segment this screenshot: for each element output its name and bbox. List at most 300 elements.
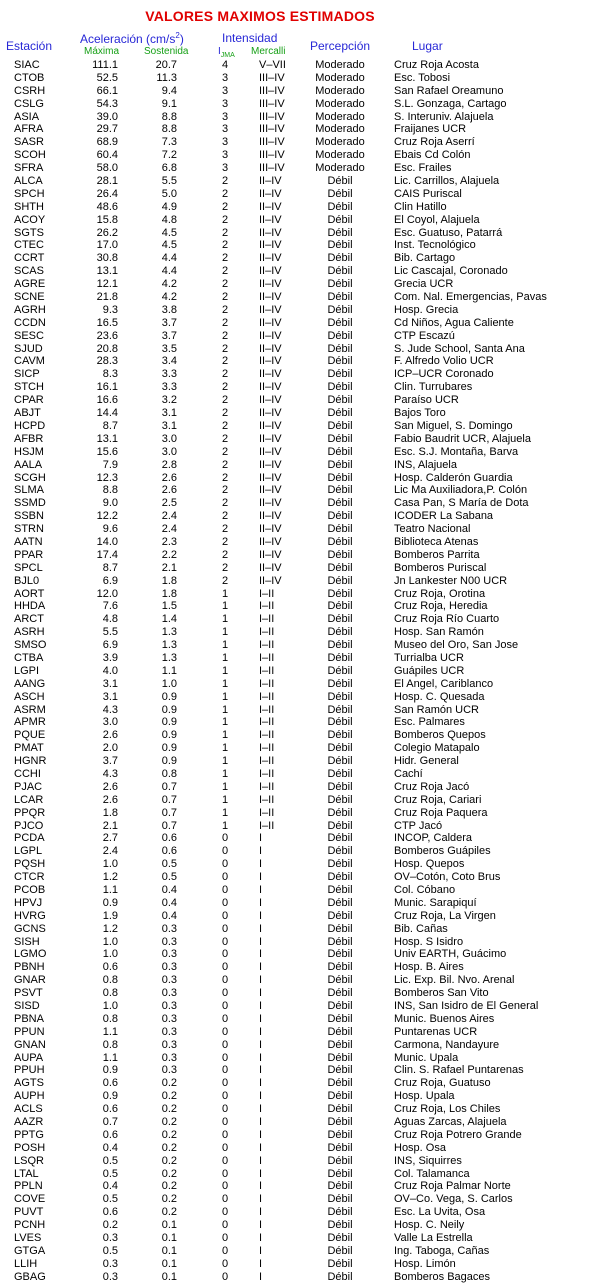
acel-sostenida: 0.2 <box>161 1193 177 1206</box>
table-row <box>0 510 590 523</box>
acel-sostenida: 0.3 <box>161 974 177 987</box>
intensity-jma: 0 <box>222 832 229 845</box>
acel-maxima: 52.5 <box>96 71 118 84</box>
lugar: Hosp. Osa <box>394 1141 446 1154</box>
table-row <box>0 1103 590 1116</box>
intensity-mercalli: I–II <box>259 755 275 768</box>
percepcion: Débil <box>327 535 353 548</box>
lugar: Cruz Roja, Cariari <box>394 793 482 806</box>
intensity-mercalli: I <box>259 987 263 1000</box>
station-code: CTOB <box>14 71 45 84</box>
acel-sostenida: 4.5 <box>161 226 177 239</box>
intensity-jma: 3 <box>222 162 229 175</box>
intensity-mercalli: I <box>259 1064 263 1077</box>
lugar: El Angel, Cariblanco <box>394 677 494 690</box>
acel-sostenida: 0.9 <box>161 755 177 768</box>
acel-maxima: 0.5 <box>102 1244 118 1257</box>
lugar: Museo del Oro, San Jose <box>394 639 519 652</box>
intensity-jma: 1 <box>222 716 229 729</box>
intensity-jma: 0 <box>222 884 229 896</box>
intensity-jma: 0 <box>222 961 229 974</box>
intensity-mercalli: I <box>259 1244 263 1257</box>
intensity-jma: 3 <box>222 110 229 123</box>
station-table <box>0 59 590 1284</box>
lugar: Clin. Turrubares <box>394 381 473 394</box>
lugar: Cruz Roja Potrero Grande <box>394 1128 522 1141</box>
intensity-mercalli: II–IV <box>259 200 282 213</box>
percepcion: Débil <box>327 1116 353 1129</box>
table-row <box>0 149 590 162</box>
acel-maxima: 1.8 <box>102 806 118 819</box>
lugar: Bomberos Bagaces <box>394 1270 490 1283</box>
percepcion: Débil <box>327 935 353 948</box>
table-row <box>0 214 590 227</box>
intensity-jma: 0 <box>222 1116 229 1129</box>
intensity-jma: 2 <box>222 213 229 226</box>
intensity-jma: 0 <box>222 1232 229 1245</box>
intensity-mercalli: II–IV <box>259 187 282 200</box>
intensity-jma: 0 <box>222 1219 229 1232</box>
acel-sostenida: 3.7 <box>161 316 177 329</box>
table-row <box>0 175 590 188</box>
percepcion: Débil <box>327 1193 353 1206</box>
intensity-jma: 2 <box>222 484 229 497</box>
station-code: SMSO <box>14 639 47 652</box>
lugar: INCOP, Caldera <box>394 832 473 845</box>
acel-maxima: 1.0 <box>102 858 118 871</box>
acel-maxima: 3.1 <box>102 690 118 703</box>
acel-sostenida: 1.5 <box>161 600 177 613</box>
intensity-jma: 2 <box>222 316 229 329</box>
percepcion: Débil <box>327 1128 353 1141</box>
acel-sostenida: 3.2 <box>161 394 177 407</box>
percepcion: Débil <box>327 767 353 780</box>
intensity-jma: 2 <box>222 355 229 368</box>
station-code: ALCA <box>14 175 43 188</box>
station-code: HHDA <box>14 600 46 613</box>
percepcion: Débil <box>327 1141 353 1154</box>
acel-sostenida: 4.8 <box>161 213 177 226</box>
percepcion: Débil <box>327 922 353 935</box>
intensity-mercalli: I <box>259 1232 263 1245</box>
percepcion: Débil <box>327 239 353 252</box>
acel-maxima: 7.9 <box>102 458 118 471</box>
acel-maxima: 4.0 <box>102 664 118 677</box>
table-row <box>0 497 590 510</box>
acel-sostenida: 0.9 <box>161 729 177 742</box>
table-row <box>0 1013 590 1026</box>
acel-maxima: 12.1 <box>96 278 118 291</box>
intensity-jma: 0 <box>222 1103 229 1116</box>
table-row <box>0 1090 590 1103</box>
table-row <box>0 252 590 265</box>
acel-sostenida: 3.7 <box>161 329 177 342</box>
acel-maxima: 3.9 <box>102 651 118 664</box>
lugar: Lic. Carrillos, Alajuela <box>394 175 500 188</box>
acel-sostenida: 0.1 <box>161 1244 177 1257</box>
intensity-mercalli: I <box>259 1103 263 1116</box>
intensity-mercalli: I–II <box>259 703 275 716</box>
header-maxima: Máxima <box>84 46 120 57</box>
acel-sostenida: 0.5 <box>161 871 177 884</box>
percepcion: Débil <box>327 1103 353 1116</box>
acel-sostenida: 0.3 <box>161 961 177 974</box>
intensity-mercalli: I–II <box>259 716 275 729</box>
intensity-jma: 2 <box>222 329 229 342</box>
intensity-jma: 0 <box>222 1077 229 1090</box>
acel-sostenida: 0.2 <box>161 1116 177 1129</box>
percepcion: Débil <box>327 896 353 909</box>
percepcion: Débil <box>327 291 353 304</box>
station-code: LTAL <box>14 1167 39 1180</box>
acel-maxima: 1.1 <box>102 1025 118 1038</box>
acel-sostenida: 4.2 <box>161 278 177 291</box>
intensity-mercalli: II–IV <box>259 535 282 548</box>
intensity-mercalli: I <box>259 1090 263 1103</box>
acel-maxima: 1.0 <box>102 1000 118 1013</box>
percepcion: Débil <box>327 871 353 884</box>
lugar: Lic Ma Auxiliadora,P. Colón <box>394 484 528 497</box>
intensity-jma: 2 <box>222 523 229 536</box>
station-code: PJCO <box>14 819 44 832</box>
intensity-mercalli: I <box>259 1025 263 1038</box>
table-row <box>0 484 590 497</box>
station-code: CCRT <box>14 252 45 265</box>
intensity-mercalli: II–IV <box>259 342 282 355</box>
station-code: SFRA <box>14 162 44 175</box>
lugar: ICP–UCR Coronado <box>394 368 494 381</box>
intensity-jma: 0 <box>222 987 229 1000</box>
acel-maxima: 28.1 <box>96 175 118 188</box>
page-title: VALORES MAXIMOS ESTIMADOS <box>145 8 375 24</box>
intensity-jma: 0 <box>222 1090 229 1103</box>
acel-maxima: 0.3 <box>102 1232 118 1245</box>
acel-sostenida: 1.8 <box>161 574 177 587</box>
intensity-jma: 1 <box>222 793 229 806</box>
station-code: PCOB <box>14 884 46 896</box>
intensity-mercalli: I <box>259 1051 263 1064</box>
percepcion: Débil <box>327 1012 353 1025</box>
station-code: AFRA <box>14 123 44 136</box>
table-row <box>0 845 590 858</box>
acel-maxima: 0.3 <box>102 1257 118 1270</box>
percepcion: Moderado <box>315 59 365 71</box>
intensity-mercalli: II–IV <box>259 510 282 523</box>
percepcion: Débil <box>327 1180 353 1193</box>
intensity-jma: 2 <box>222 548 229 561</box>
acel-maxima: 48.6 <box>96 200 118 213</box>
table-row <box>0 330 590 343</box>
station-code: PPUH <box>14 1064 45 1077</box>
table-row <box>0 407 590 420</box>
percepcion: Débil <box>327 175 353 188</box>
acel-sostenida: 3.1 <box>161 419 177 432</box>
acel-maxima: 0.8 <box>102 974 118 987</box>
acel-maxima: 4.8 <box>102 613 118 626</box>
acel-sostenida: 0.2 <box>161 1077 177 1090</box>
station-code: PPTG <box>14 1128 44 1141</box>
percepcion: Débil <box>327 1025 353 1038</box>
table-row <box>0 1000 590 1013</box>
intensity-jma: 1 <box>222 613 229 626</box>
acel-maxima: 0.6 <box>102 1206 118 1219</box>
lugar: Bomberos Parrita <box>394 548 480 561</box>
table-row <box>0 1271 590 1284</box>
lugar: CAIS Puriscal <box>394 187 462 200</box>
percepcion: Débil <box>327 226 353 239</box>
intensity-mercalli: II–IV <box>259 471 282 484</box>
percepcion: Débil <box>327 510 353 523</box>
acel-sostenida: 3.3 <box>161 368 177 381</box>
acel-sostenida: 0.2 <box>161 1103 177 1116</box>
acel-sostenida: 4.5 <box>161 239 177 252</box>
intensity-mercalli: I–II <box>259 780 275 793</box>
header-aceleracion-exponent: 2 <box>175 31 180 40</box>
percepcion: Débil <box>327 1000 353 1013</box>
lugar: San Rafael Oreamuno <box>394 84 504 97</box>
intensity-mercalli: II–IV <box>259 432 282 445</box>
intensity-jma: 1 <box>222 600 229 613</box>
lugar: El Coyol, Alajuela <box>394 213 480 226</box>
percepcion: Débil <box>327 987 353 1000</box>
percepcion: Débil <box>327 690 353 703</box>
intensity-mercalli: I <box>259 1193 263 1206</box>
station-code: ARCT <box>14 613 44 626</box>
intensity-jma: 0 <box>222 858 229 871</box>
table-row <box>0 729 590 742</box>
acel-sostenida: 8.8 <box>161 110 177 123</box>
intensity-mercalli: I <box>259 922 263 935</box>
table-row <box>0 1193 590 1206</box>
station-code: PPUN <box>14 1025 45 1038</box>
acel-sostenida: 3.3 <box>161 381 177 394</box>
intensity-mercalli: II–IV <box>259 355 282 368</box>
percepcion: Débil <box>327 252 353 265</box>
table-row <box>0 1168 590 1181</box>
acel-sostenida: 3.1 <box>161 407 177 420</box>
acel-sostenida: 2.1 <box>161 561 177 574</box>
lugar: S. Interuniv. Alajuela <box>394 110 494 123</box>
intensity-jma: 1 <box>222 729 229 742</box>
lugar: Bomberos San Vito <box>394 987 489 1000</box>
lugar: S.L. Gonzaga, Cartago <box>394 97 507 110</box>
lugar: ICODER La Sabana <box>394 510 494 523</box>
acel-maxima: 7.6 <box>102 600 118 613</box>
intensity-mercalli: II–IV <box>259 381 282 394</box>
lugar: Cruz Roja Acosta <box>394 59 479 71</box>
percepcion: Débil <box>327 381 353 394</box>
lugar: Colegio Matapalo <box>394 742 480 755</box>
acel-sostenida: 1.3 <box>161 651 177 664</box>
percepcion: Débil <box>327 1270 353 1283</box>
acel-sostenida: 0.3 <box>161 1064 177 1077</box>
table-row <box>0 98 590 111</box>
intensity-mercalli: II–IV <box>259 458 282 471</box>
percepcion: Débil <box>327 1090 353 1103</box>
table-row <box>0 858 590 871</box>
table-row <box>0 1232 590 1245</box>
lugar: Cruz Roja Palmar Norte <box>394 1180 511 1193</box>
station-code: AUPA <box>14 1051 44 1064</box>
station-code: LGPL <box>14 845 43 858</box>
station-code: PUVT <box>14 1206 44 1219</box>
acel-sostenida: 2.4 <box>161 523 177 536</box>
intensity-jma: 0 <box>222 1012 229 1025</box>
intensity-jma: 2 <box>222 252 229 265</box>
intensity-jma: 0 <box>222 1180 229 1193</box>
intensity-jma: 2 <box>222 574 229 587</box>
lugar: Hosp. Limón <box>394 1257 456 1270</box>
intensity-mercalli: II–IV <box>259 407 282 420</box>
lugar: CTP Escazú <box>394 329 455 342</box>
acel-maxima: 2.7 <box>102 832 118 845</box>
station-code: SISD <box>14 1000 40 1013</box>
station-code: SHTH <box>14 200 44 213</box>
percepcion: Moderado <box>315 71 365 84</box>
acel-sostenida: 0.3 <box>161 1025 177 1038</box>
station-code: SCOH <box>14 149 46 162</box>
acel-sostenida: 0.5 <box>161 858 177 871</box>
station-code: SSBN <box>14 510 44 523</box>
table-row <box>0 600 590 613</box>
station-code: SCNE <box>14 291 45 304</box>
intensity-mercalli: I <box>259 858 263 871</box>
station-code: AATN <box>14 535 43 548</box>
table-row <box>0 768 590 781</box>
acel-maxima: 66.1 <box>96 84 118 97</box>
station-code: ACLS <box>14 1103 43 1116</box>
table-row <box>0 742 590 755</box>
lugar: Clin. S. Rafael Puntarenas <box>394 1064 524 1077</box>
intensity-mercalli: I–II <box>259 600 275 613</box>
acel-sostenida: 0.2 <box>161 1141 177 1154</box>
header-percepcion: Percepción <box>310 39 371 53</box>
lugar: Lic Cascajal, Coronado <box>394 265 508 278</box>
acel-sostenida: 4.4 <box>161 265 177 278</box>
intensity-jma: 4 <box>222 59 229 71</box>
acel-sostenida: 9.1 <box>161 97 177 110</box>
intensity-mercalli: II–IV <box>259 329 282 342</box>
intensity-mercalli: II–IV <box>259 213 282 226</box>
intensity-jma: 2 <box>222 561 229 574</box>
station-code: SGTS <box>14 226 44 239</box>
station-code: HVRG <box>14 909 46 922</box>
station-code: ASRH <box>14 626 45 639</box>
lugar: OV–Cotón, Coto Brus <box>394 871 501 884</box>
acel-sostenida: 4.9 <box>161 200 177 213</box>
station-code: AGRE <box>14 278 46 291</box>
acel-maxima: 15.8 <box>96 213 118 226</box>
acel-maxima: 15.6 <box>96 445 118 458</box>
lugar: Carmona, Nandayure <box>394 1038 500 1051</box>
intensity-jma: 3 <box>222 136 229 149</box>
header-ijma-main: I <box>218 46 221 57</box>
lugar: Munic. Buenos Aires <box>394 1012 495 1025</box>
intensity-jma: 2 <box>222 265 229 278</box>
station-code: LLIH <box>14 1257 38 1270</box>
percepcion: Débil <box>327 742 353 755</box>
table-row <box>0 278 590 291</box>
header-aceleracion <box>80 31 184 46</box>
intensity-mercalli: I <box>259 896 263 909</box>
acel-maxima: 8.7 <box>102 561 118 574</box>
percepcion: Débil <box>327 806 353 819</box>
lugar: Cruz Roja Aserrí <box>394 136 475 149</box>
station-code: CCHI <box>14 767 41 780</box>
table-row <box>0 1129 590 1142</box>
percepcion: Débil <box>327 1206 353 1219</box>
acel-sostenida: 0.2 <box>161 1090 177 1103</box>
lugar: Grecia UCR <box>394 278 454 291</box>
lugar: Lic. Exp. Bil. Nvo. Arenal <box>394 974 515 987</box>
intensity-jma: 2 <box>222 278 229 291</box>
station-code: CTBA <box>14 651 44 664</box>
station-code: PJAC <box>14 780 43 793</box>
percepcion: Débil <box>327 561 353 574</box>
intensity-jma: 2 <box>222 381 229 394</box>
acel-sostenida: 6.8 <box>161 162 177 175</box>
station-code: POSH <box>14 1141 46 1154</box>
table-row <box>0 562 590 575</box>
station-code: SICP <box>14 368 40 381</box>
intensity-jma: 2 <box>222 226 229 239</box>
intensity-mercalli: I <box>259 1180 263 1193</box>
lugar: Hidr. General <box>394 755 459 768</box>
intensity-jma: 1 <box>222 767 229 780</box>
acel-maxima: 0.6 <box>102 1128 118 1141</box>
table-row <box>0 265 590 278</box>
table-row <box>0 716 590 729</box>
lugar: Univ EARTH, Guácimo <box>394 948 507 961</box>
lugar: Col. Talamanca <box>394 1167 470 1180</box>
station-code: HGNR <box>14 755 47 768</box>
acel-sostenida: 2.4 <box>161 510 177 523</box>
station-code: AFBR <box>14 432 44 445</box>
table-row <box>0 472 590 485</box>
acel-sostenida: 1.3 <box>161 626 177 639</box>
table-row <box>0 781 590 794</box>
lugar: Bib. Cañas <box>394 922 448 935</box>
acel-sostenida: 0.3 <box>161 1038 177 1051</box>
lugar: Guápiles UCR <box>394 664 465 677</box>
acel-sostenida: 8.8 <box>161 123 177 136</box>
intensity-jma: 1 <box>222 690 229 703</box>
acel-maxima: 0.8 <box>102 1012 118 1025</box>
acel-sostenida: 0.6 <box>161 845 177 858</box>
intensity-jma: 1 <box>222 806 229 819</box>
intensity-jma: 1 <box>222 703 229 716</box>
station-code: LGMO <box>14 948 47 961</box>
percepcion: Débil <box>327 1232 353 1245</box>
percepcion: Débil <box>327 329 353 342</box>
acel-maxima: 0.3 <box>102 1270 118 1283</box>
table-row <box>0 832 590 845</box>
station-code: PPQR <box>14 806 46 819</box>
percepcion: Débil <box>327 961 353 974</box>
acel-sostenida: 4.4 <box>161 252 177 265</box>
intensity-jma: 0 <box>222 1154 229 1167</box>
table-row <box>0 394 590 407</box>
acel-sostenida: 1.8 <box>161 587 177 600</box>
percepcion: Débil <box>327 703 353 716</box>
acel-sostenida: 5.0 <box>161 187 177 200</box>
station-code: SIAC <box>14 59 40 71</box>
intensity-mercalli: II–IV <box>259 239 282 252</box>
acel-maxima: 0.8 <box>102 1038 118 1051</box>
acel-maxima: 16.1 <box>96 381 118 394</box>
intensity-jma: 1 <box>222 664 229 677</box>
table-row <box>0 291 590 304</box>
